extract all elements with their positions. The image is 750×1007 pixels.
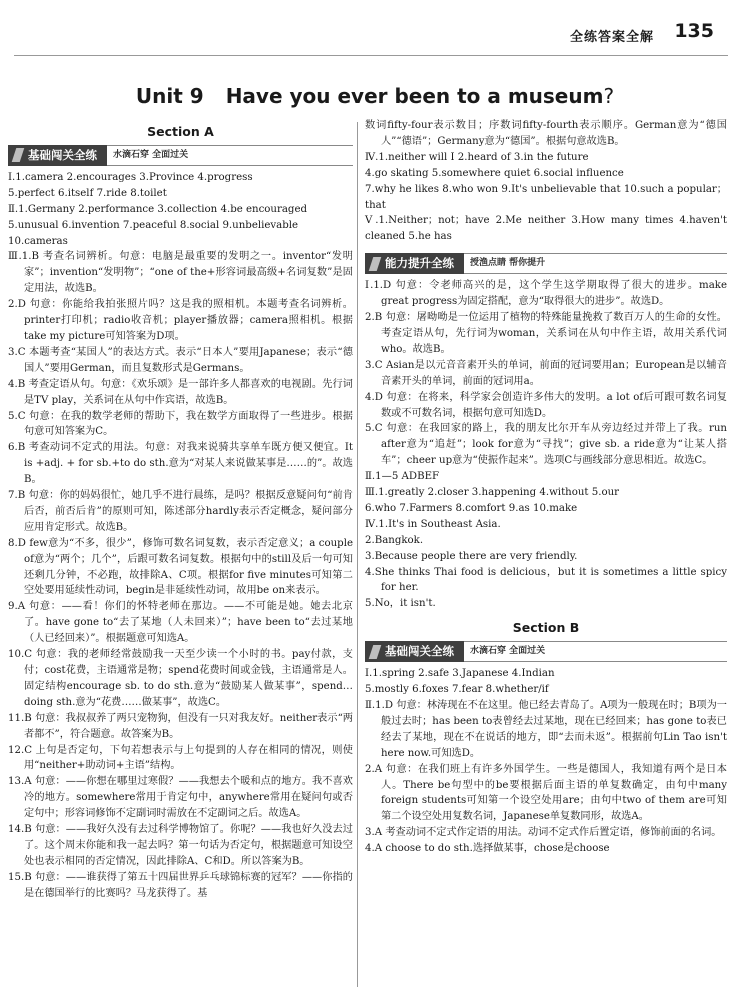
- answer-item: 8.D few意为“不多，很少”，修饰可数名词复数，表示否定意义；a couple of意为“两个；几个”，后跟可数名词复数。根据句中的still及后一句可知还剩几分钟，不必跑，故排除A、C项。根据for five minutes可知第二空处要用延续性动词，begin是非延续性动词，故用be on来表示。: [8, 537, 353, 597]
- unit-question: Have you ever been to a museum: [225, 84, 604, 108]
- answer-item: 2.D 句意：你能给我拍张照片吗？这是我的照相机。本题考查名词辨析。printer打印机；radio收音机；player播放器；camera照相机。根据take my picture可知答案为D项。: [8, 299, 353, 342]
- answer-line: Ⅲ.1.greatly 2.closer 3.happening 4.without 5.our: [365, 487, 620, 499]
- banner-tagline: 授渔点睛 帮你提升: [464, 253, 727, 274]
- answer-item: 9.A 句意：——看！你们的怀特老师在那边。——不可能是她。她去北京了。have gone to“去了某地（人未回来）”；have been to“去过某地（人已经回来）”。根据题意可知选A。: [8, 601, 353, 645]
- banner-label: 能力提升全练: [385, 256, 454, 271]
- answer-line: 10.cameras: [8, 235, 68, 247]
- answer-line: 2.Bangkok.: [365, 534, 424, 546]
- answer-item: 6.B 考查动词不定式的用法。句意：对我来说骑共享单车既方便又便宜。It is +adj. + for sb.+to do sth.意为“对某人来说做某事是……的”。故选B。: [8, 442, 353, 486]
- banner-stripe-icon: [369, 257, 382, 271]
- answer-item: 13.A 句意：——你想在哪里过寒假？——我想去个暖和点的地方。我不喜欢冷的地方。somewhere常用于肯定句中，anywhere常用在疑问句或否定句中；形容词修饰不定副词时需放在不定副词之后。故选A。: [8, 776, 353, 820]
- answer-item: 12.C 上句是否定句，下句若想表示与上句提到的人存在相同的情况，则使用“neither+助动词+主语”结构。: [8, 744, 353, 772]
- section-a-basic-banner: [8, 145, 353, 166]
- book-title: 全练答案全解: [569, 30, 654, 45]
- running-header: [0, 0, 750, 62]
- answer-item: 7.B 句意：你的妈妈很忙，她几乎不进行晨练，是吗？根据反意疑问句“前肯后否，前否后肯”的原则可知，陈述部分hardly表示否定概念，疑问部分应用肯定形式。故选B。: [8, 490, 353, 533]
- answer-item: 2.A 句意：在我们班上有许多外国学生。一些是德国人，我知道有两个是日本人。There be句型中的be要根据后面主语的单复数确定，由句中many foreign students可知第一个设空处用are；由句中two of them are可知第二个设空处用复数名词，Japanese单复数同形，故选A。: [365, 763, 727, 823]
- unit-question-mark: ?: [603, 84, 615, 108]
- unit-label: Unit 9: [135, 84, 204, 108]
- unit-title: [0, 84, 750, 108]
- answer-item: 数词fifty-four表示数目；序数词fifty-fourth表示顺序。German意为“德国人”“德语”；Germany意为“德国”。根据句意故选B。: [365, 120, 727, 147]
- answer-item: 3.C 本题考查“某国人”的表达方式。表示“日本人”要用Japanese；表示“德国人”要用German，而且复数形式是Germans。: [8, 346, 353, 374]
- column-divider: [357, 122, 358, 987]
- answer-item: 4.D 句意：在将来，科学家会创造许多伟大的发明。a lot of后可跟可数名词复数或不可数名词，根据句意可知选D。: [365, 391, 727, 419]
- section-a-heading: Section A: [147, 124, 214, 139]
- answer-item: 5.C 句意：在我回家的路上，我的朋友比尔开车从旁边经过并带上了我。run after意为“追赶”；look for意为“寻找”；give sb. a ride意为“让某人搭车”；cheer up意为“使振作起来”。选项C与画线部分意思相近。故选C。: [365, 423, 727, 467]
- right-column: [365, 118, 727, 857]
- banner-label: 基础闯关全练: [385, 644, 454, 659]
- answer-item: 15.B 句意：——谁获得了第五十四届世界乒乓球锦标赛的冠军？——你指的是在德国举行的比赛吗？马龙获得了。基: [8, 871, 353, 899]
- header-rule: [14, 55, 728, 56]
- answer-item: 10.C 句意：我的老师经常鼓励我一天至少读一个小时的书。pay付款，支付；cost花费，主语通常是物；spend花费时间或金钱，主语通常是人。固定结构encourage sb. to do sth.意为“鼓励某人做某事”，spend…doing sth.意为“花费……做某事”，故选C。: [8, 649, 353, 708]
- answer-line: Ⅰ.1.camera 2.encourages 3.Province 4.progress: [8, 171, 253, 183]
- answer-line: Ⅰ.1.spring 2.safe 3.Japanese 4.Indian: [365, 668, 555, 680]
- answer-line: 7.why he likes 8.who won 9.It's unbelievable that 10.such a popular；that: [365, 183, 727, 211]
- answer-line: Ⅳ.1.neither will I 2.heard of 3.in the future: [365, 151, 589, 163]
- answer-line: Ⅱ.1—5 ADBEF: [365, 471, 440, 483]
- banner-stripe-icon: [12, 148, 25, 162]
- answer-item: Ⅰ.1.D 句意：令老师高兴的是，这个学生这学期取得了很大的进步。make great progress为固定搭配，意为“取得很大的进步”。故选D。: [365, 280, 727, 308]
- banner-label: 基础闯关全练: [28, 147, 97, 162]
- answer-line: Ⅱ.1.Germany 2.performance 3.collection 4.be encouraged: [8, 203, 307, 215]
- banner-stripe-icon: [369, 645, 382, 659]
- answer-item: 3.A 考查动词不定式作定语的用法。动词不定式作后置定语，修饰前面的名词。: [365, 827, 722, 839]
- answer-item: 3.C Asian是以元音音素开头的单词，前面的冠词要用an；European是以辅音音素开头的单词，前面的冠词用a。: [365, 359, 727, 387]
- answer-item: 5.C 句意：在我的数学老师的帮助下，我在数学方面取得了一些进步。根据句意可知答案为C。: [8, 410, 353, 438]
- answer-line: 4.go skating 5.somewhere quiet 6.social influence: [365, 167, 624, 179]
- answer-item: 4.A choose to do sth.选择做某事，chose是choose: [365, 843, 610, 855]
- answer-line: 5.unusual 6.invention 7.peaceful 8.social 9.unbelievable: [8, 219, 299, 231]
- answer-item: 14.B 句意：——我好久没有去过科学博物馆了。你呢？——我也好久没去过了。这个周末你能和我一起去吗？第一句话为否定句，根据题意可知设空处也表示相同的否定情况，因此排除A、C和D。所以答案为B。: [8, 824, 353, 867]
- ability-banner: [365, 253, 727, 274]
- section-b-basic-banner: [365, 641, 727, 662]
- answer-item: Ⅱ.1.D 句意：林涛现在不在这里。他已经去青岛了。A项为一般现在时；B项为一般过去时；has been to表曾经去过某地，现在已经回来；has gone to表已经去了某地，现在不在说话的地方，即“去而未返”。根据前句Lin Tao isn't here now.可知选D。: [365, 700, 727, 759]
- answer-item: 4.B 考查定语从句。句意：《欢乐颂》是一部许多人都喜欢的电视剧。先行词是TV play，关系词在从句中作宾语，故选B。: [8, 378, 353, 406]
- answer-line: Ⅴ.1.Neither；not；have 2.Me neither 3.How many times 4.haven't cleaned 5.he has: [365, 215, 727, 243]
- answer-line: 5.mostly 6.foxes 7.fear 8.whether/if: [365, 684, 549, 696]
- answer-line: 3.Because people there are very friendly.: [365, 550, 578, 562]
- answer-line: Ⅳ.1.It's in Southeast Asia.: [365, 518, 501, 530]
- answer-item: 11.B 句意：我叔叔养了两只宠物狗，但没有一只对我友好。neither表示“两者都不”，符合题意。故答案为B。: [8, 712, 353, 740]
- answer-item: 4.She thinks Thai food is delicious，but it is sometimes a little spicy for her.: [365, 566, 727, 594]
- answer-item: 2.B 句意：屠呦呦是一位运用了植物的特殊能量挽救了数百万人的生命的女性。考查定语从句，先行词为woman，关系词在从句中作主语，故用关系代词who。故选B。: [365, 312, 727, 355]
- answer-line: 6.who 7.Farmers 8.comfort 9.as 10.make: [365, 502, 578, 514]
- section-b-heading: Section B: [512, 620, 580, 636]
- answer-line: 5.perfect 6.itself 7.ride 8.toilet: [8, 187, 167, 199]
- answer-line: 5.No，it isn't.: [365, 598, 436, 610]
- banner-tagline: 水滴石穿 全面过关: [107, 145, 353, 166]
- left-column: [8, 118, 353, 902]
- answer-item: Ⅲ.1.B 考查名词辨析。句意：电脑是最重要的发明之一。inventor“发明家”；invention“发明物”；“one of the+形容词最高级+名词复数”是固定用法，故选B。: [8, 251, 353, 295]
- page-number: 135: [674, 20, 714, 42]
- banner-tagline: 水滴石穿 全面过关: [464, 641, 727, 662]
